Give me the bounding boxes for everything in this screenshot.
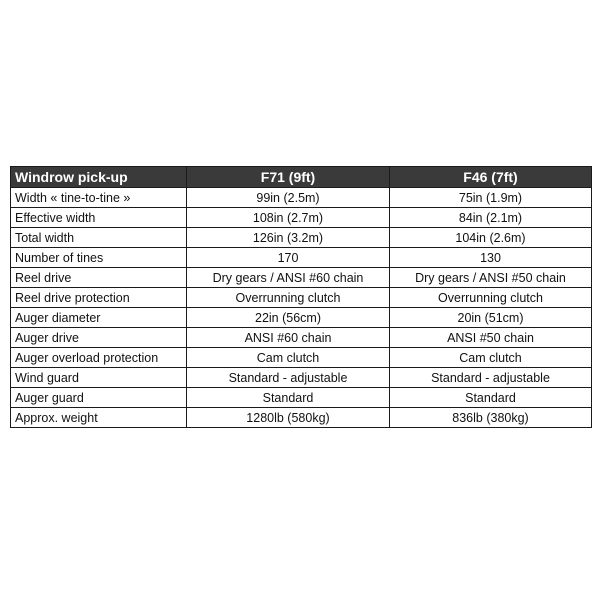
header-model-f71-cell: F71 (9ft) — [187, 167, 390, 188]
table-row — [11, 208, 592, 228]
table-row — [11, 248, 592, 268]
row-label: Approx. weight — [11, 408, 187, 428]
row-value-f46: 836lb (380kg) — [390, 408, 592, 428]
table-row — [11, 308, 592, 328]
table-row — [11, 328, 592, 348]
row-value-f71: Cam clutch — [187, 348, 390, 368]
row-value-f71: 22in (56cm) — [187, 308, 390, 328]
row-value-f71: 108in (2.7m) — [187, 208, 390, 228]
row-value-f46: ANSI #50 chain — [390, 328, 592, 348]
table-row — [11, 288, 592, 308]
row-value-f46: 104in (2.6m) — [390, 228, 592, 248]
row-value-f71: 126in (3.2m) — [187, 228, 390, 248]
row-value-f46: 20in (51cm) — [390, 308, 592, 328]
table-row — [11, 408, 592, 428]
table-row — [11, 388, 592, 408]
row-value-f71: Standard - adjustable — [187, 368, 390, 388]
row-value-f71: 170 — [187, 248, 390, 268]
row-label: Total width — [11, 228, 187, 248]
row-value-f46: 75in (1.9m) — [390, 188, 592, 208]
row-value-f71: Standard — [187, 388, 390, 408]
row-value-f46: Standard - adjustable — [390, 368, 592, 388]
table-row — [11, 228, 592, 248]
spec-table — [10, 166, 592, 428]
header-model-f46-cell: F46 (7ft) — [390, 167, 592, 188]
row-value-f71: ANSI #60 chain — [187, 328, 390, 348]
row-label: Auger diameter — [11, 308, 187, 328]
row-label: Number of tines — [11, 248, 187, 268]
row-label: Width « tine-to-tine » — [11, 188, 187, 208]
row-label: Wind guard — [11, 368, 187, 388]
row-value-f46: Cam clutch — [390, 348, 592, 368]
row-value-f71: 1280lb (580kg) — [187, 408, 390, 428]
row-value-f46: Overrunning clutch — [390, 288, 592, 308]
row-label: Auger overload protection — [11, 348, 187, 368]
table-header-row — [11, 167, 592, 188]
row-label: Reel drive — [11, 268, 187, 288]
row-value-f71: Dry gears / ANSI #60 chain — [187, 268, 390, 288]
row-label: Reel drive protection — [11, 288, 187, 308]
row-value-f46: 84in (2.1m) — [390, 208, 592, 228]
row-label: Auger guard — [11, 388, 187, 408]
table-row — [11, 268, 592, 288]
row-label: Auger drive — [11, 328, 187, 348]
row-label: Effective width — [11, 208, 187, 228]
row-value-f71: 99in (2.5m) — [187, 188, 390, 208]
row-value-f46: Dry gears / ANSI #50 chain — [390, 268, 592, 288]
row-value-f46: 130 — [390, 248, 592, 268]
row-value-f46: Standard — [390, 388, 592, 408]
table-row — [11, 368, 592, 388]
header-label-cell: Windrow pick-up — [11, 167, 187, 188]
table-row — [11, 348, 592, 368]
row-value-f71: Overrunning clutch — [187, 288, 390, 308]
table-row — [11, 188, 592, 208]
